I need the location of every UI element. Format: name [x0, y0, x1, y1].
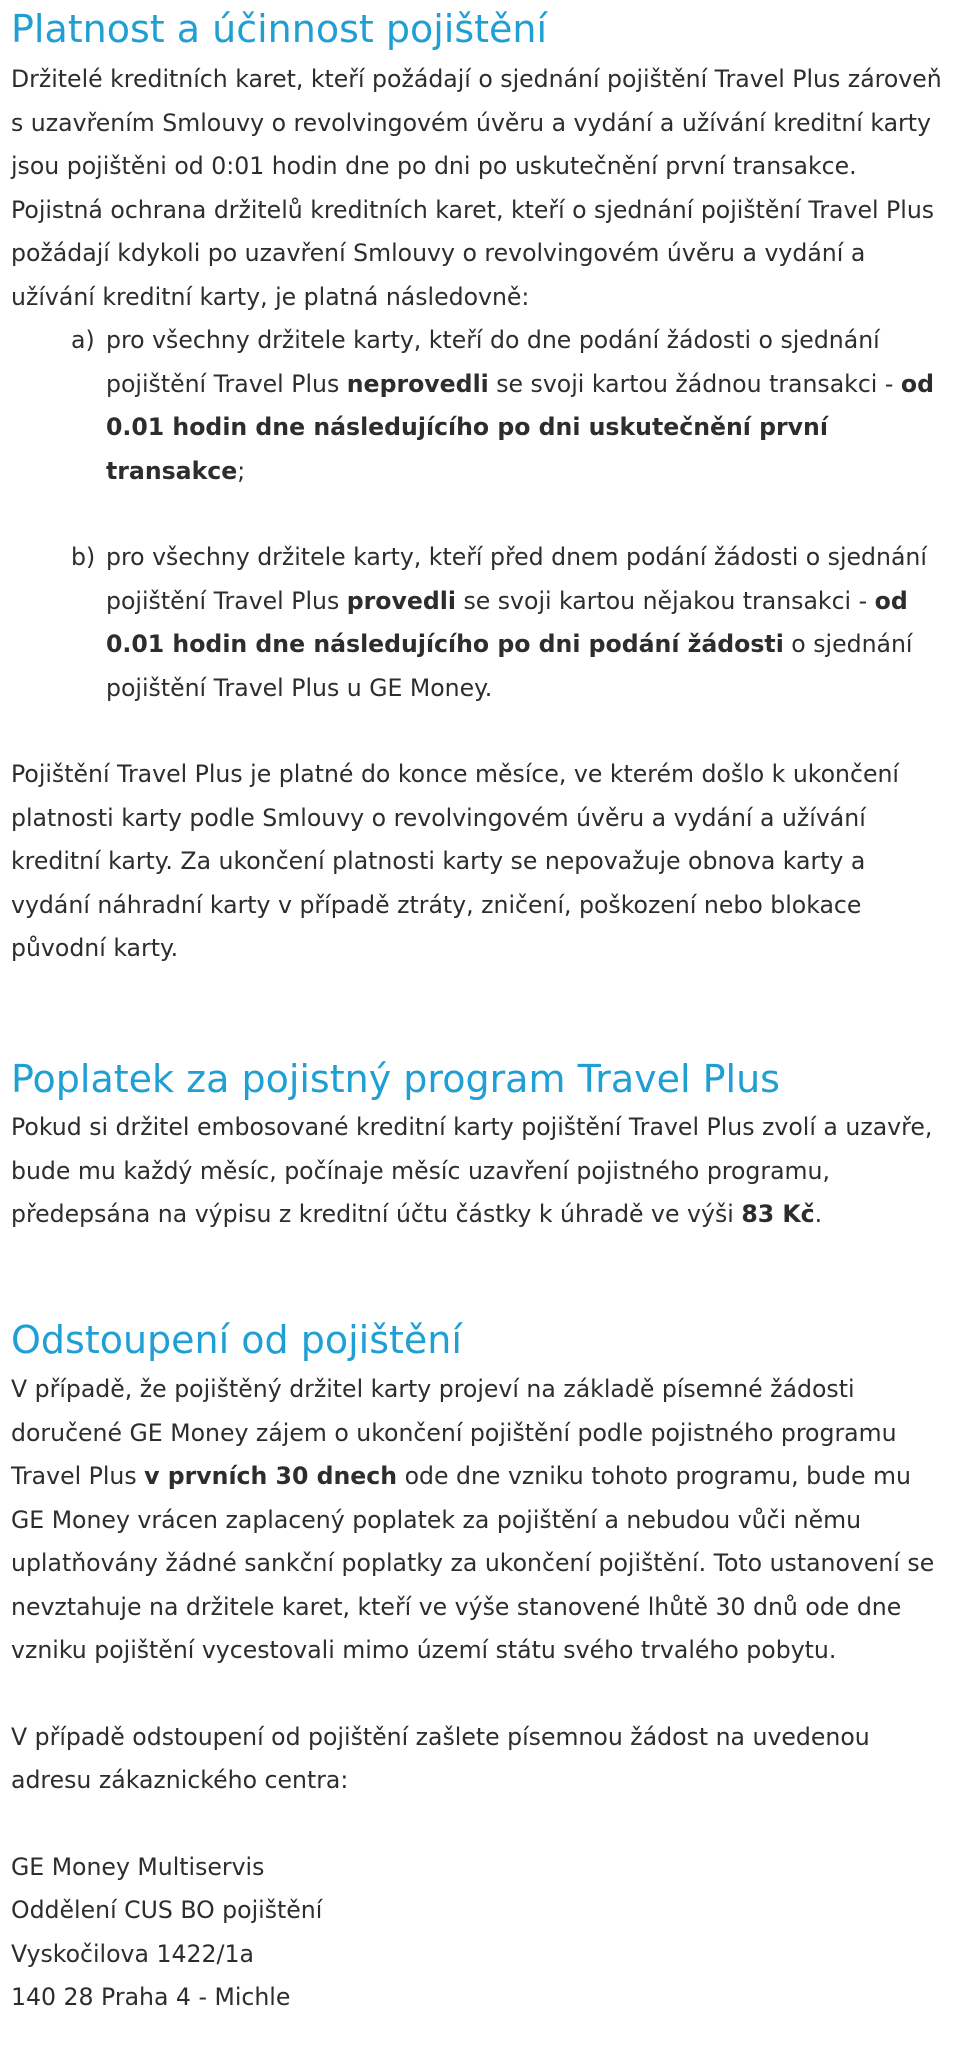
list-marker-b: b) [71, 543, 96, 571]
paragraph-withdrawal-2: V případě odstoupení od pojištění zašlete písemnou žádost na uvedenou adresu zákaznického centra: [11, 1722, 870, 1794]
item-a-text-2: se svoji kartou žádnou transakci - [488, 369, 901, 398]
spacer [11, 1803, 949, 1846]
address-line-2: Oddělení CUS BO pojištění [11, 1896, 323, 1924]
list-item-b [11, 536, 949, 710]
paragraph-validity-3: Pojištění Travel Plus je platné do konce měsíce, ve kterém došlo k ukončení platnosti karty podle Smlouvy o revolvingovém úvěru a vydání a užívání kreditní karty. Za ukončení platnosti karty se nepovažuje obnova karty a vydání náhradní karty v případě ztráty, zničení, poškození nebo blokace původní karty. [11, 760, 899, 962]
section-heading-withdrawal: Odstoupení od pojištění [11, 1318, 462, 1362]
fee-text-1: Pokud si držitel embosované kreditní karty pojištění Travel Plus zvolí a uzavře, bude mu každý měsíc, počínaje měsíc uzavření pojistného programu, předepsána na výpisu z kreditní účtu částky k úhradě ve výši [11, 1113, 933, 1228]
item-b-text-2: se svoji kartou nějakou transakci - [455, 586, 875, 615]
address-line-3: Vyskočilova 1422/1a [11, 1939, 254, 1968]
item-b-bold-2: od 0.01 hodin dne následujícího po dni podání žádosti [106, 586, 908, 658]
item-b-text-1: pro všechny držitele karty, kteří před dnem podání žádosti o sjednání pojištění Travel Plus [106, 543, 927, 615]
spacer [11, 710, 949, 753]
withdrawal-text-2: ode dne vzniku tohoto programu, bude mu GE Money vrácen zaplacený poplatek za pojištění a nebudou vůči němu uplatňovány žádné sankční poplatky za ukončení pojištění. Toto ustanovení se nevztahuje na držitele karet, kteří ve výše stanovené lhůtě 30 dnů ode dne vzniku pojištění vycestovali mimo území státu svého trvalého pobytu. [11, 1462, 935, 1664]
paragraph-validity-2: Pojistná ochrana držitelů kreditních karet, kteří o sjednání pojištění Travel Plus požádají kdykoli po uzavření Smlouvy o revolvingovém úvěru a vydání a užívání kreditní karty, je platná následovně: [11, 195, 935, 311]
section-body-validity [11, 58, 949, 971]
paragraph-validity-1: Držitelé kreditních karet, kteří požádají o sjednání pojištění Travel Plus zároveň s uzavřením Smlouvy o revolvingovém úvěru a vydání a užívání kreditní karty jsou pojištěni od 0:01 hodin dne po dni po uskutečnění první transakce. [11, 65, 942, 180]
validity-list [11, 319, 949, 710]
item-b-text-3: o sjednání pojištění Travel Plus u GE Money. [106, 630, 913, 702]
withdrawal-text-1: V případě, že pojištěný držitel karty projeví na základě písemné žádosti doručené GE Money zájem o ukončení pojištění podle pojistného programu Travel Plus [11, 1375, 897, 1490]
spacer [11, 1673, 949, 1716]
spacer [11, 493, 949, 536]
address-line-4: 140 28 Praha 4 - Michle [11, 1983, 291, 2011]
list-text-b [106, 536, 949, 710]
list-marker-a: a) [71, 326, 95, 354]
list-text-a [106, 319, 949, 493]
item-a-bold-2: od 0.01 hodin dne následujícího po dni uskutečnění první transakce [106, 369, 934, 485]
item-b-bold-1: provedli [346, 586, 456, 615]
item-a-text-3: ; [237, 456, 246, 485]
paragraph-fee [11, 1106, 949, 1237]
section-heading-fee: Poplatek za pojistný program Travel Plus [11, 1057, 780, 1101]
item-a-text-1: pro všechny držitele karty, kteří do dne podání žádosti o sjednání pojištění Travel Plus [106, 326, 880, 398]
fee-text-2: . [814, 1200, 823, 1228]
item-a-bold-1: neprovedli [346, 369, 489, 398]
section-body-withdrawal [11, 1368, 949, 2020]
paragraph-withdrawal-1 [11, 1368, 949, 1673]
section-body-fee [11, 1106, 949, 1237]
list-item-a [11, 319, 949, 493]
address-block [11, 1846, 949, 2020]
withdrawal-bold-1: v prvních 30 dnech [144, 1462, 398, 1490]
address-line-1: GE Money Multiservis [11, 1852, 265, 1881]
fee-amount: 83 Kč [741, 1200, 815, 1228]
section-heading-validity: Platnost a účinnost pojištění [11, 7, 548, 51]
